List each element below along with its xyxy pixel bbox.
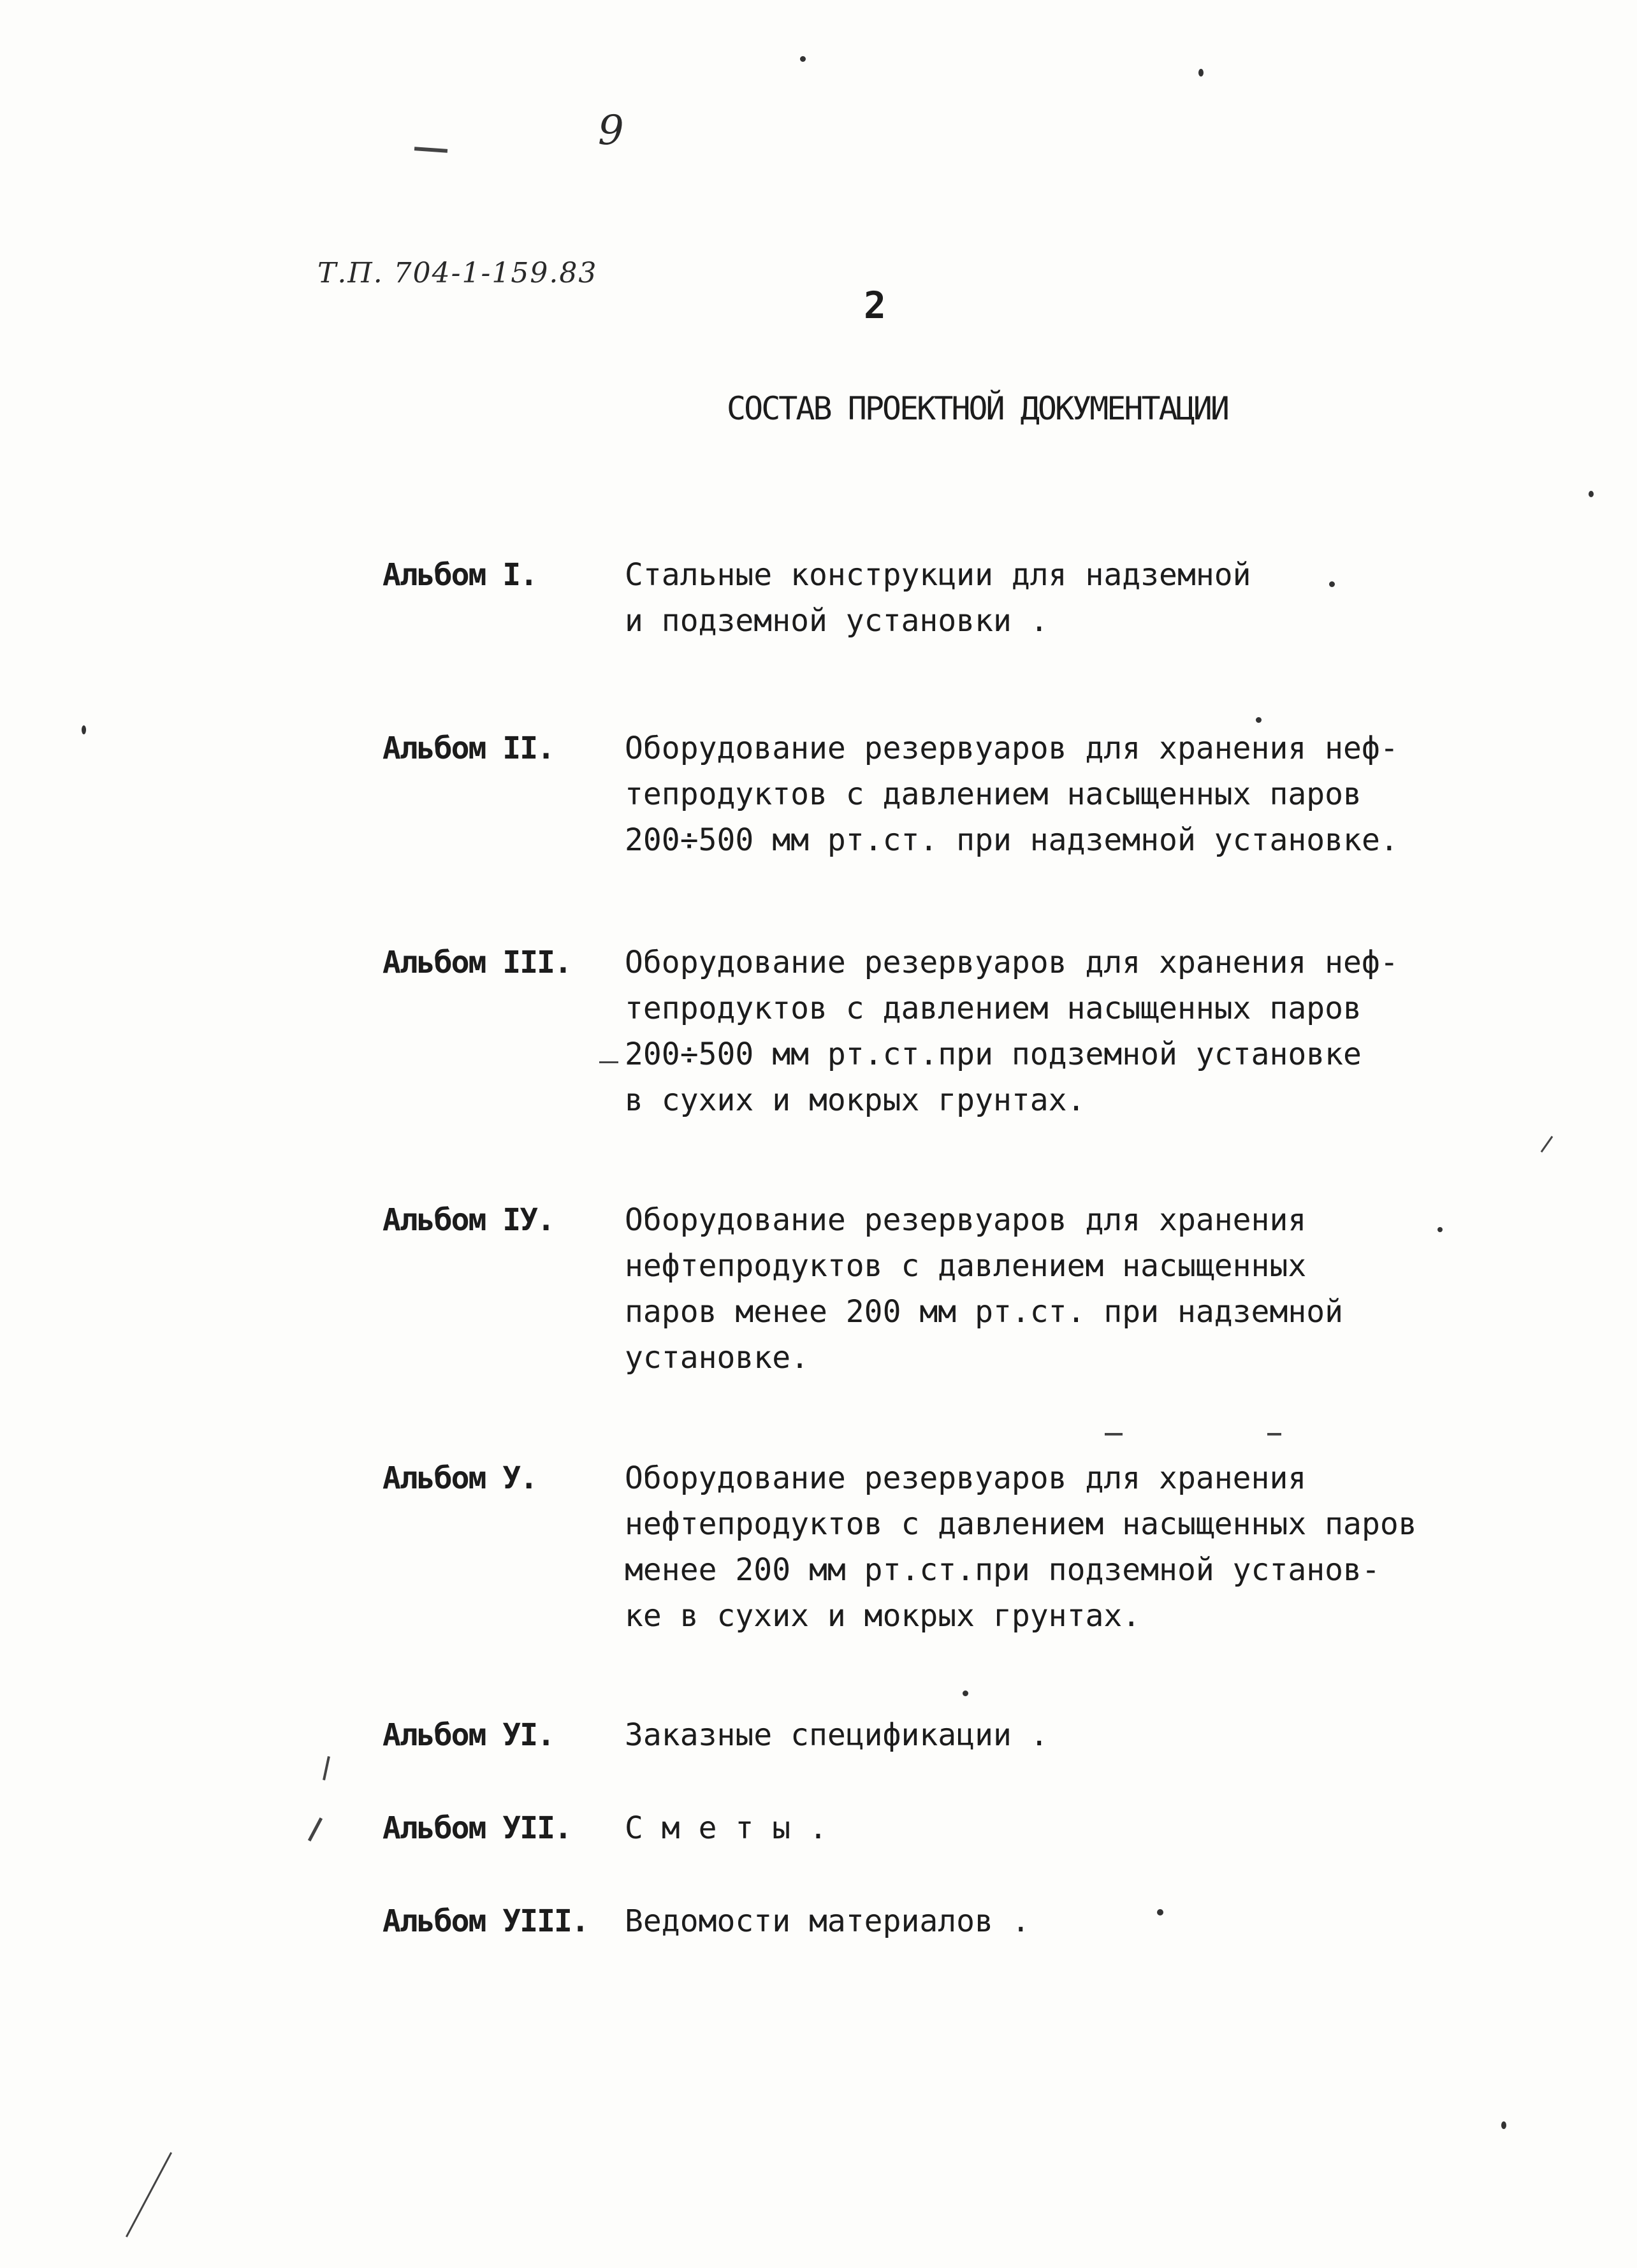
scan-mark: [126, 2152, 172, 2237]
album-description: Оборудование резервуаров для хранения нефтепродуктов с давлением насыщенных паров менее 200 мм рт.ст.при подземной установ- ке в сухих и мокрых грунтах.: [625, 1460, 1417, 1634]
album-label: Альбом У.: [382, 1460, 537, 1496]
album-description: Оборудование резервуаров для хранения неф- тепродуктов с давлением насыщенных паров 200÷500 мм рт.ст. при надземной установке.: [625, 731, 1399, 858]
scan-speck: [1198, 69, 1204, 76]
album-row-5: [382, 1455, 1637, 1639]
scan-mark: [1267, 1433, 1281, 1436]
album-row-7: [382, 1805, 1637, 1851]
scan-mark: [599, 1061, 618, 1063]
album-row-2: [382, 725, 1637, 863]
document-title: СОСТАВ ПРОЕКТНОЙ ДОКУМЕНТАЦИИ: [727, 390, 1228, 427]
album-row-8: [382, 1898, 1637, 1944]
scan-speck: [1437, 1227, 1443, 1232]
album-label: Альбом УII.: [382, 1810, 571, 1846]
scan-speck: [1157, 1909, 1163, 1915]
scan-mark: [323, 1756, 330, 1780]
album-description: Стальные конструкции для надземной и подземной установки .: [625, 557, 1251, 639]
album-row-1: [382, 552, 1637, 644]
scan-mark: [308, 1817, 323, 1842]
album-description: Заказные спецификации .: [625, 1717, 1049, 1753]
album-label: Альбом III.: [382, 945, 571, 980]
scan-speck: [82, 725, 86, 734]
album-description: Оборудование резервуаров для хранения нефтепродуктов с давлением насыщенных паров менее 200 мм рт.ст. при надземной установке.: [625, 1202, 1344, 1376]
scan-speck: [963, 1690, 968, 1696]
scan-mark: [1541, 1136, 1553, 1152]
scan-speck: [800, 56, 806, 62]
scan-speck: [1256, 717, 1262, 723]
album-row-6: [382, 1712, 1637, 1758]
album-label: Альбом УI.: [382, 1717, 554, 1753]
scan-speck: [1329, 581, 1335, 587]
album-description: Ведомости материалов .: [625, 1903, 1030, 1939]
page-number: 2: [864, 284, 886, 327]
scan-mark: [414, 147, 447, 153]
album-label: Альбом II.: [382, 731, 554, 766]
album-label: Альбом УIII.: [382, 1903, 588, 1939]
scan-speck: [1589, 491, 1594, 497]
scan-mark: [1105, 1433, 1123, 1436]
album-label: Альбом IУ.: [382, 1202, 554, 1238]
album-row-3: [382, 940, 1637, 1123]
corner-mark: 9: [598, 107, 624, 154]
album-label: Альбом I.: [382, 557, 537, 593]
scan-speck: [1501, 2121, 1506, 2129]
album-description: С м е т ы .: [625, 1810, 827, 1846]
document-code: Т.П. 704-1-159.83: [317, 257, 598, 289]
album-row-4: [382, 1197, 1637, 1381]
album-description: Оборудование резервуаров для хранения неф- тепродуктов с давлением насыщенных паров 200÷500 мм рт.ст.при подземной установке в сухих и мокрых грунтах.: [625, 945, 1399, 1118]
